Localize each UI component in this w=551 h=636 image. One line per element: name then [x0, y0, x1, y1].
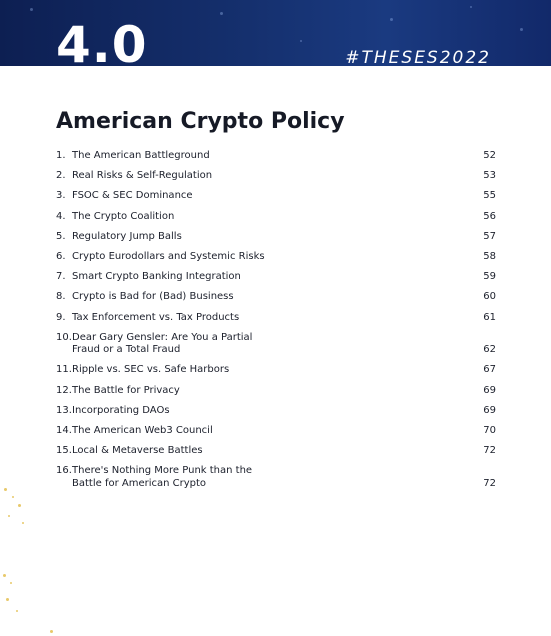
toc-item[interactable] [56, 291, 496, 304]
hashtag-label: #THESES2022 [345, 48, 491, 66]
toc-item-title: The Battle for Privacy [72, 384, 180, 396]
toc-item-left [56, 190, 282, 203]
toc-item-number: 1. [56, 150, 66, 161]
toc-item-title: Smart Crypto Banking Integration [72, 271, 241, 283]
toc-item-page: 69 [483, 404, 496, 416]
toc-item-page: 69 [483, 384, 496, 396]
toc-item-number: 2. [56, 170, 66, 182]
toc-item-title: The American Battleground [72, 150, 210, 161]
toc-item-page: 67 [483, 364, 496, 376]
toc-item-number: 3. [56, 190, 66, 202]
toc-item-left [56, 251, 282, 264]
toc-item-left [56, 291, 282, 304]
toc-item-left [56, 150, 282, 163]
toc-item-title: Regulatory Jump Balls [72, 230, 182, 242]
toc-item[interactable] [56, 385, 496, 398]
toc-item[interactable] [56, 170, 496, 183]
toc-item-left [56, 211, 282, 224]
toc-item-page: 72 [483, 477, 496, 489]
toc-item-page: 58 [483, 250, 496, 262]
toc-item[interactable] [56, 211, 496, 224]
toc-item-number: 10. [56, 331, 72, 343]
toc-item-title: Crypto is Bad for (Bad) Business [72, 291, 234, 303]
toc-item-left [56, 385, 282, 398]
toc-item-left [56, 425, 282, 438]
header-banner [0, 0, 551, 66]
toc-item-title: The American Web3 Council [72, 424, 213, 436]
toc-item-title: Real Risks & Self-Regulation [72, 170, 213, 182]
toc-item-title: Tax Enforcement vs. Tax Products [72, 311, 240, 323]
toc-item-left [56, 170, 282, 183]
chapter-number: 4.0 [56, 16, 148, 66]
toc-item-page: 52 [483, 150, 496, 161]
toc-item-page: 62 [483, 344, 496, 356]
toc-item-title: Local & Metaverse Battles [72, 445, 203, 457]
toc-item-number: 14. [56, 424, 72, 436]
toc-item-number: 11. [56, 364, 72, 376]
toc-item-page: 72 [483, 445, 496, 457]
toc-item-number: 15. [56, 445, 72, 457]
toc-item-number: 16. [56, 465, 72, 477]
toc-item-number: 9. [56, 311, 66, 323]
toc-item-title: Crypto Eurodollars and Systemic Risks [72, 250, 265, 262]
toc-item[interactable] [56, 271, 496, 284]
toc-item-left [56, 332, 282, 357]
toc-item-page: 56 [483, 210, 496, 222]
toc-item-left [56, 312, 282, 325]
toc-item-page: 55 [483, 190, 496, 202]
toc-item-page: 60 [483, 291, 496, 303]
toc-item-number: 4. [56, 210, 66, 222]
toc-item-number: 6. [56, 250, 66, 262]
toc-item-left [56, 364, 282, 377]
toc-item-title: Incorporating DAOs [72, 404, 170, 416]
toc-item-left [56, 231, 282, 244]
toc-item-left [56, 271, 282, 284]
toc-item-title: Ripple vs. SEC vs. Safe Harbors [72, 364, 230, 376]
toc-item[interactable] [56, 251, 496, 264]
toc-item-left [56, 465, 282, 490]
toc-item-number: 13. [56, 404, 72, 416]
toc-item-title: There's Nothing More Punk than the Battle for American Crypto [72, 465, 253, 489]
toc-item-title: Dear Gary Gensler: Are You a Partial Fraud or a Total Fraud [72, 331, 253, 356]
table-of-contents [56, 150, 496, 498]
toc-item[interactable] [56, 425, 496, 438]
toc-item-title: FSOC & SEC Dominance [72, 190, 193, 202]
toc-item-left [56, 405, 282, 418]
toc-item-number: 12. [56, 384, 72, 396]
toc-item[interactable] [56, 445, 496, 458]
toc-item[interactable] [56, 465, 496, 490]
toc-item-page: 53 [483, 170, 496, 182]
toc-item-page: 70 [483, 424, 496, 436]
toc-item[interactable] [56, 364, 496, 377]
toc-item[interactable] [56, 405, 496, 418]
toc-item[interactable] [56, 190, 496, 203]
toc-item-number: 5. [56, 230, 66, 242]
toc-item[interactable] [56, 231, 496, 244]
toc-item[interactable] [56, 332, 496, 357]
toc-item-number: 7. [56, 271, 66, 283]
toc-item-title: The Crypto Coalition [72, 210, 175, 222]
toc-item-number: 8. [56, 291, 66, 303]
toc-item-page: 57 [483, 230, 496, 242]
page-title: American Crypto Policy [56, 109, 345, 134]
toc-item-page: 61 [483, 311, 496, 323]
toc-item-page: 59 [483, 271, 496, 283]
toc-item-left [56, 445, 282, 458]
toc-item[interactable] [56, 312, 496, 325]
toc-item[interactable] [56, 150, 496, 163]
